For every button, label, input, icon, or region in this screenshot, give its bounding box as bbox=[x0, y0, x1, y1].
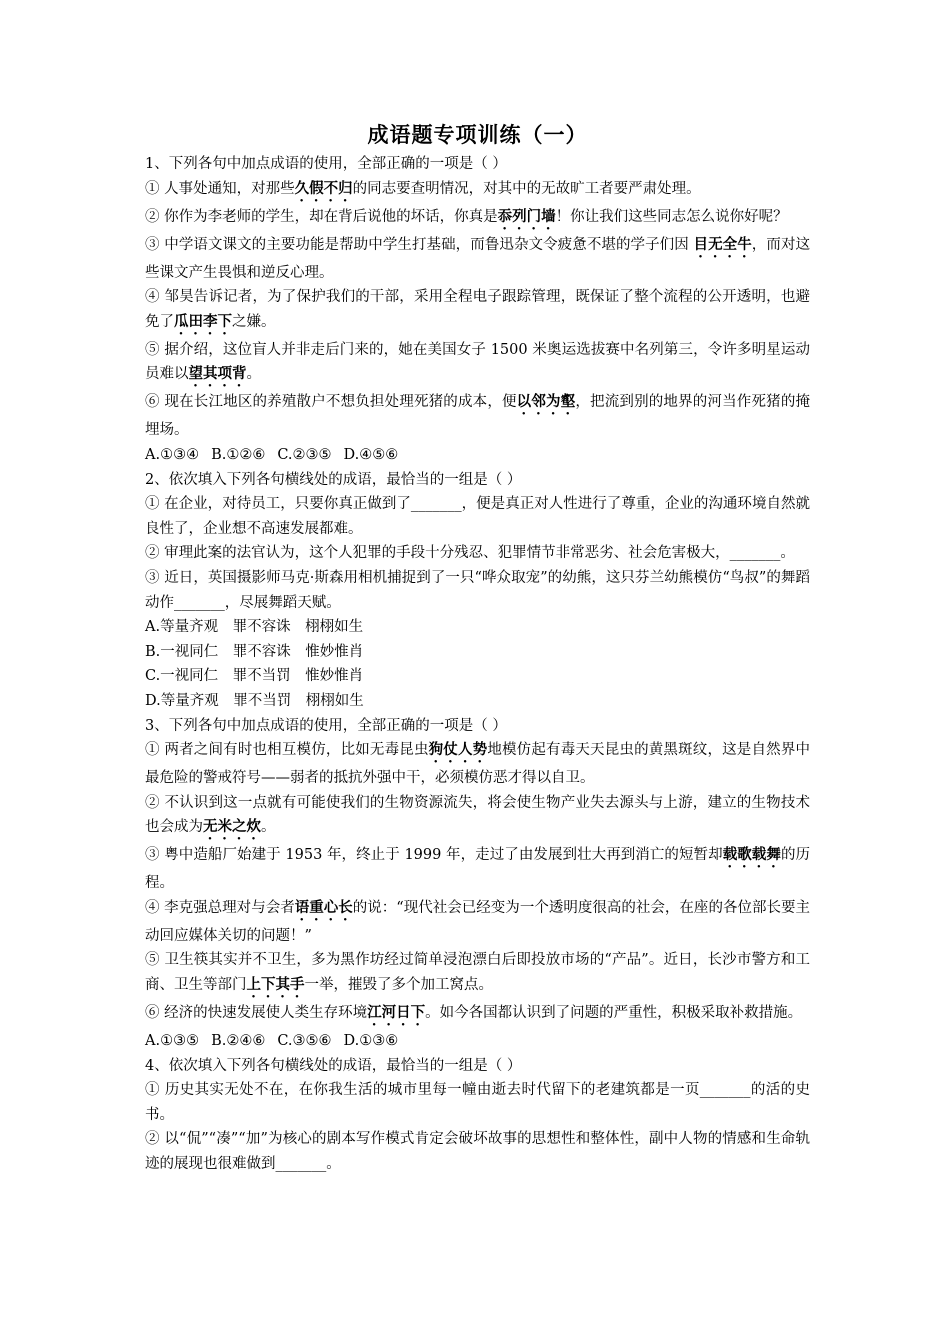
dotted-idiom: 上下其手 bbox=[246, 977, 305, 994]
page-title: 成语题专项训练（一） bbox=[367, 123, 588, 147]
option-b: B.①②⑥ bbox=[211, 446, 266, 463]
q3-sentence-5: ⑤ 卫生筷其实并不卫生，多为黑作坊经过简单浸泡漂白后即投放市场的“产品”。近日，长沙市警方和工商、卫生等部门上下其手一举，摧毁了多个加工窝点。 bbox=[145, 952, 810, 994]
q4-sentence-2: ② 以“侃”“凑”“加”为核心的剧本写作模式肯定会破坏故事的思想性和整体性，副中人物的情感和生命轨迹的展现也很难做到_______。 bbox=[145, 1131, 810, 1173]
option-c: C.②③⑤ bbox=[277, 446, 332, 463]
q2-option-d: D.等量齐观 罪不当罚 栩栩如生 bbox=[145, 692, 364, 709]
dotted-idiom: 无米之炊 bbox=[203, 819, 261, 836]
dotted-idiom: 以邻为壑 bbox=[516, 394, 576, 411]
question-3-stem: 3、下列各句中加点成语的使用，全部正确的一项是（ ） bbox=[145, 717, 507, 734]
question-1-stem: 1、下列各句中加点成语的使用，全部正确的一项是（ ） bbox=[145, 156, 507, 172]
q2-sentence-3: ③ 近日，英国摄影师马克·斯森用相机捕捉到了一只“哗众取宠”的幼熊，这只芬兰幼熊模仿“鸟叔”的舞蹈动作_______，尽展舞蹈天赋。 bbox=[145, 569, 810, 611]
q3-sentence-1: ① 两者之间有时也相互模仿，比如无毒昆虫狗仗人势地模仿起有毒天天昆虫的黄黑斑纹，这是自然界中最危险的警戒符号——弱者的抵抗外强中干，必须模仿恶才得以自卫。 bbox=[145, 742, 811, 787]
q1-sentence-4: ④ 邹昊告诉记者，为了保护我们的干部，采用全程电子跟踪管理，既保证了整个流程的公开透明，也避免了瓜田李下之嫌。 bbox=[145, 289, 810, 330]
q2-sentence-1: ① 在企业，对待员工，只要你真正做到了_______，便是真正对人性进行了尊重，企业的沟通环境自然就良性了，企业想不高速发展都难。 bbox=[145, 496, 810, 537]
dotted-idiom: 语重心长 bbox=[294, 899, 353, 916]
q2-option-b: B.一视同仁 罪不容诛 惟妙惟肖 bbox=[145, 643, 364, 660]
dotted-idiom: 忝列门墙 bbox=[497, 208, 556, 225]
question-2-stem: 2、依次填入下列各句横线处的成语，最恰当的一组是（ ） bbox=[145, 471, 522, 488]
dotted-idiom: 载歌载舞 bbox=[722, 847, 781, 864]
dotted-idiom: 狗仗人势 bbox=[428, 742, 488, 759]
q1-sentence-2: ② 你作为李老师的学生，却在背后说他的坏话，你真是忝列门墙！你让我们这些同志怎么说你好呢？ bbox=[145, 208, 788, 225]
dotted-idiom: 瓜田李下 bbox=[174, 313, 232, 330]
option-a: A.①③④ bbox=[145, 446, 200, 463]
option-b: B.②④⑥ bbox=[211, 1033, 266, 1050]
option-a: A.①③⑤ bbox=[145, 1033, 200, 1050]
q2-option-a: A.等量齐观 罪不容诛 栩栩如生 bbox=[145, 619, 364, 636]
q3-sentence-6: ⑥ 经济的快速发展使人类生存环境江河日下。如今各国都认识到了问题的严重性，积极采取补救措施。 bbox=[145, 1005, 803, 1022]
q1-sentence-3: ③ 中学语文课文的主要功能是帮助中学生打基础，而鲁迅杂文令疲惫不堪的学子们因 目无全牛，而对这些课文产生畏惧和逆反心理。 bbox=[145, 236, 811, 281]
option-d: D.④⑤⑥ bbox=[343, 446, 399, 463]
document-page bbox=[145, 118, 810, 1177]
q3-sentence-3: ③ 粤中造船厂始建于 1953 年，终止于 1999 年，走过了由发展到壮大再到消亡的短暂却载歌载舞的历程。 bbox=[145, 847, 810, 892]
option-c: C.③⑤⑥ bbox=[277, 1033, 332, 1050]
q2-sentence-2: ② 审理此案的法官认为，这个人犯罪的手段十分残忍、犯罪情节非常恶劣、社会危害极大，_______。 bbox=[145, 545, 795, 562]
dotted-idiom: 目无全牛 bbox=[693, 236, 752, 253]
q1-sentence-1: ① 人事处通知，对那些久假不归的同志要查明情况，对其中的无故旷工者要严肃处理。 bbox=[145, 180, 701, 197]
q3-sentence-4: ④ 李克强总理对与会者语重心长的说：“现代社会已经变为一个透明度很高的社会，在座的各位部长要主动回应媒体关切的问题！” bbox=[145, 899, 811, 944]
q1-sentence-6: ⑥ 现在长江地区的养殖散户不想负担处理死猪的成本，便以邻为壑，把流到别的地界的河当作死猪的掩埋场。 bbox=[145, 394, 811, 439]
q3-sentence-2: ② 不认识到这一点就有可能使我们的生物资源流失，将会使生物产业失去源头与上游，建立的生物技术也会成为无米之炊。 bbox=[145, 794, 810, 836]
question-4-stem: 4、依次填入下列各句横线处的成语，最恰当的一组是（ ） bbox=[145, 1057, 522, 1074]
dotted-idiom: 久假不归 bbox=[294, 180, 353, 197]
dotted-idiom: 江河日下 bbox=[367, 1005, 426, 1022]
dotted-idiom: 望其项背 bbox=[188, 366, 247, 383]
q3-options bbox=[145, 1029, 810, 1054]
q2-option-c: C.一视同仁 罪不当罚 惟妙惟肖 bbox=[145, 668, 364, 685]
q4-sentence-1: ① 历史其实无处不在，在你我生活的城市里每一幢由逝去时代留下的老建筑都是一页_______的活的史书。 bbox=[145, 1082, 810, 1123]
q1-sentence-5: ⑤ 据介绍，这位盲人并非走后门来的，她在美国女子 1500 米奥运选拔赛中名列第三，令许多明星运动员难以望其项背。 bbox=[145, 341, 810, 383]
q1-options bbox=[145, 443, 810, 468]
option-d: D.①③⑥ bbox=[343, 1033, 399, 1050]
